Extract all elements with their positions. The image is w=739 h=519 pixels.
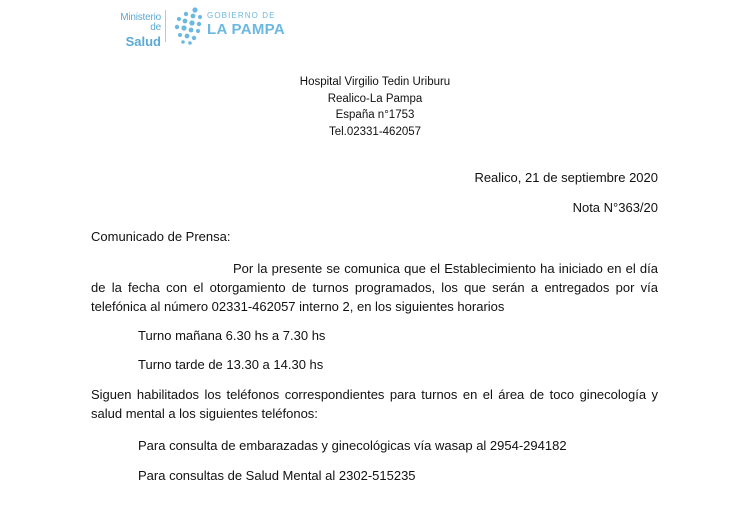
gov-line2: LA PAMPA (207, 21, 285, 38)
body-paragraph-1: Por la presente se comunica que el Establecimiento ha iniciado en el día de la fecha con el otorgamiento de turnos programados, los que serán a entregados por vía telefónica al número 02331-462057 interno 2, en los siguientes horarios (91, 261, 658, 314)
document-date: Realico, 21 de septiembre 2020 (474, 170, 658, 185)
gov-line1: GOBIERNO DE (207, 11, 276, 20)
schedule-afternoon: Turno tarde de 13.30 a 14.30 hs (138, 357, 324, 372)
schedule-morning: Turno mañana 6.30 hs a 7.30 hs (138, 328, 326, 343)
ministry-logo (108, 6, 285, 50)
hospital-phone: Tel.02331-462057 (328, 125, 422, 138)
government-name (207, 12, 285, 37)
letterhead (250, 74, 500, 140)
ministry-line2: Salud (125, 34, 161, 49)
ministry-name (108, 13, 161, 48)
contact-pregnancy: Para consulta de embarazadas y ginecológicas vía wasap al 2954-294182 (138, 438, 567, 453)
body-paragraph-2: Siguen habilitados los teléfonos correspondientes para turnos en el área de toco ginecología y salud mental a los siguientes teléfonos: (91, 387, 658, 421)
la-pampa-dots-logo-icon (171, 6, 205, 46)
hospital-city: Realico-La Pampa (327, 92, 423, 105)
contact-mental-health: Para consultas de Salud Mental al 2302-515235 (138, 468, 416, 483)
hospital-name: Hospital Virgilio Tedin Uriburu (299, 76, 451, 88)
document-subject: Comunicado de Prensa: (91, 229, 231, 244)
ministry-line1: Ministerio de (120, 12, 161, 33)
note-number: Nota N°363/20 (572, 200, 658, 215)
hospital-address: España n°1753 (335, 109, 415, 121)
logo-divider (165, 10, 166, 42)
